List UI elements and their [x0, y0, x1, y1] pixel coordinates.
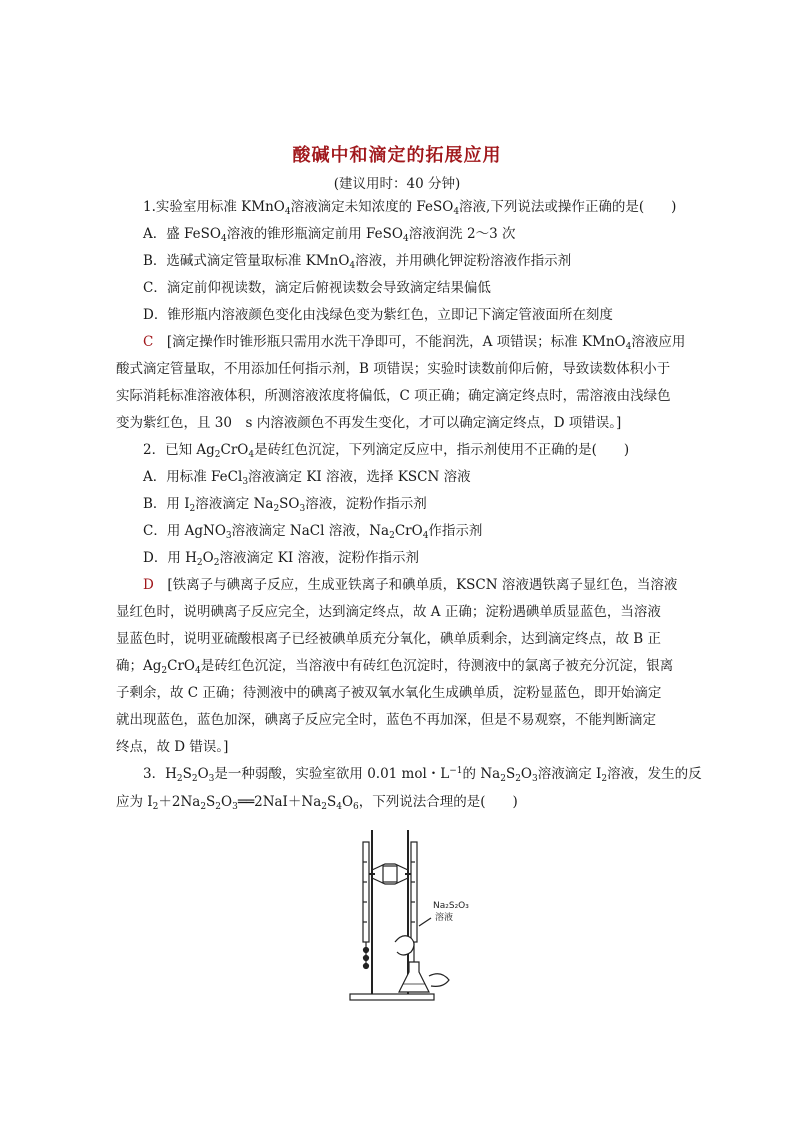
q1-explanation-line: 变为紫红色，且 30 s 内溶液颜色不再发生变化，才可以确定滴定终点，D 项错误。]	[116, 415, 622, 431]
q1-explanation-line: 酸式滴定管量取，不用添加任何指示剂，B 项错误；实验时读数前仰后俯，导致读数体积小于	[116, 361, 671, 377]
burette-left	[363, 842, 369, 942]
clamp-knob	[383, 866, 397, 882]
q1-option-a: A．盛 FeSO$_4$溶液的锥形瓶滴定前用 FeSO$_4$溶液润洗 2～3 次	[143, 226, 516, 244]
q1-explanation-line: 实际消耗标准溶液体积，所测溶液浓度将偏低，C 项正确；确定滴定终点时，需溶液由浅绿色	[116, 388, 671, 404]
figure-label-text: 溶液	[435, 913, 454, 923]
q2-answer: D	[143, 577, 154, 593]
q2-option-c: C．用 AgNO$_3$溶液滴定 NaCl 溶液，$Na_2CrO_4$作指示剂	[143, 523, 483, 541]
q2-explanation-line: 显蓝色时，说明亚硫酸根离子已经被碘单质充分氧化，碘单质剩余，达到滴定终点，故 B 正	[116, 631, 662, 647]
page-subtitle: (建议用时：40 分钟)	[333, 176, 461, 192]
conical-flask	[399, 962, 429, 992]
q1-explanation-line: C [滴定操作时锥形瓶只需用水洗干净即可，不能润洗，A 项错误；标准 KMnO$_4$溶液应用	[143, 334, 686, 352]
q1-option-c: C．滴定前仰视读数，滴定后俯视读数会导致滴定结果偏低	[143, 280, 491, 296]
hand-right	[429, 974, 449, 987]
page-title: 酸碱中和滴定的拓展应用	[292, 145, 502, 166]
q1-option-d: D．锥形瓶内溶液颜色变化由浅绿色变为紫红色，立即记下滴定管液面所在刻度	[143, 307, 613, 323]
q2-option-b: B．用 $I_2$溶液滴定 $Na_2SO_3$溶液，淀粉作指示剂	[143, 496, 427, 514]
q2-explanation-line: 确；$Ag_2CrO_4$是砖红色沉淀，当溶液中有砖红色沉淀时，待测液中的氯离子被充分沉淀，银离	[116, 658, 674, 676]
q1-option-b: B．选碱式滴定管量取标准 KMnO$_4$溶液，并用碘化钾淀粉溶液作指示剂	[143, 253, 572, 271]
q2-explanation-line: 显红色时，说明碘离子反应完全，达到滴定终点，故 A 正确；淀粉遇碘单质显蓝色，当溶液	[116, 604, 661, 620]
q1-answer: C	[143, 334, 154, 350]
q1-stem: 1.实验室用标准 KMnO$_4$溶液滴定未知浓度的 FeSO$_4$溶液,下列说法或操作正确的是( )	[143, 199, 677, 217]
q2-stem: 2．已知 $Ag_2CrO_4$是砖红色沉淀，下列滴定反应中，指示剂使用不正确的是( )	[143, 442, 630, 460]
q3-stem-line: 应为 $I_2+2Na_2S_2O_3══2NaI+Na_2S_4O_6$，下列说法合理的是( )	[116, 794, 518, 812]
stand-base	[350, 994, 434, 1000]
q3-stem-line: 3．$H_2S_2O_3$是一种弱酸，实验室欲用 0.01 mol・$L^{-1}$的 $Na_2S_2O_3$溶液滴定 $I_2$溶液，发生的反	[143, 766, 702, 784]
q2-explanation-line: 就出现蓝色，蓝色加深，碘离子反应完全时，蓝色不再加深，但是不易观察，不能判断滴定	[116, 712, 656, 728]
hand-left	[395, 936, 414, 955]
burette-right	[411, 842, 417, 942]
q2-option-d: D．用 $H_2O_2$溶液滴定 KI 溶液，淀粉作指示剂	[143, 550, 419, 568]
q2-explanation-line: D [铁离子与碘离子反应，生成亚铁离子和碘单质，KSCN 溶液遇铁离子显红色，当溶液	[143, 577, 678, 593]
figure-label-formula: Na₂S₂O₃	[433, 901, 469, 911]
q2-option-a: A．用标准 FeCl$_3$溶液滴定 KI 溶液，选择 KSCN 溶液	[143, 469, 471, 487]
label-leader-line	[419, 918, 431, 926]
burette-left-bulb	[364, 948, 369, 953]
q2-explanation-line: 子剩余，故 C 正确；待测液中的碘离子被双氧水氧化生成碘单质，淀粉显蓝色，即开始滴定	[116, 685, 662, 701]
q2-explanation-line: 终点，故 D 错误。]	[116, 739, 229, 755]
titration-apparatus-figure	[345, 822, 485, 1008]
